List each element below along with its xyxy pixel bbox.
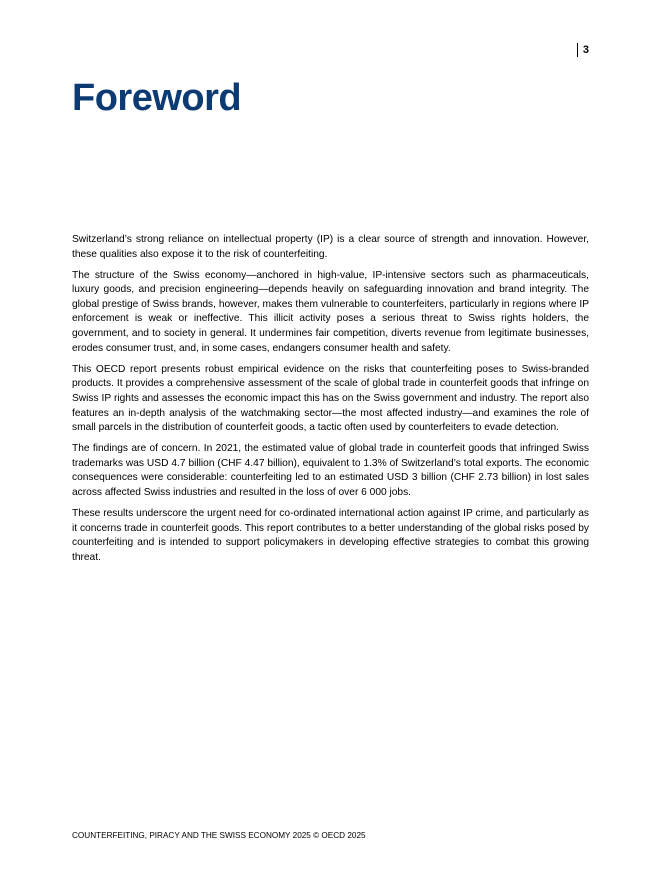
paragraph: The findings are of concern. In 2021, the estimated value of global trade in counterfeit goods that infringed Swiss trademarks was USD 4.7 billion (CHF 4.47 billion), equivalent to 1.3% of Switzerland’s total exports. The economic consequences were considerable: counterfeiting led to an estimated USD 3 billion (CHF 2.73 billion) in lost sales across affected Swiss industries and resulted in the loss of over 6 000 jobs. (72, 443, 589, 498)
body-text (72, 233, 589, 572)
page-title: Foreword (72, 77, 242, 119)
page-footer: COUNTERFEITING, PIRACY AND THE SWISS ECONOMY 2025 © OECD 2025 (72, 831, 366, 840)
paragraph: The structure of the Swiss economy—anchored in high-value, IP-intensive sectors such as pharmaceuticals, luxury goods, and precision engineering—depends heavily on safeguarding innovation and brand integrity. The global prestige of Swiss brands, however, makes them vulnerable to counterfeiters, particularly in regions where IP enforcement is weak or ineffective. This illicit activity poses a serious threat to Swiss rights holders, the government, and to society in general. It undermines fair competition, diverts revenue from legitimate businesses, erodes consumer trust, and, in some cases, endangers consumer health and safety. (72, 269, 589, 354)
paragraph: Switzerland’s strong reliance on intellectual property (IP) is a clear source of strength and innovation. However, these qualities also expose it to the risk of counterfeiting. (72, 234, 589, 260)
paragraph: These results underscore the urgent need for co-ordinated international action against IP crime, and particularly as it concerns trade in counterfeit goods. This report contributes to a better understanding of the global risks posed by counterfeiting and is intended to support policymakers in developing effective strategies to combat this growing threat. (72, 508, 589, 563)
page-number: 3 (577, 43, 589, 57)
paragraph: This OECD report presents robust empirical evidence on the risks that counterfeiting poses to Swiss-branded products. It provides a comprehensive assessment of the scale of global trade in counterfeit goods that infringe on Swiss IP rights and assesses the economic impact this has on the Swiss government and industry. The report also features an in-depth analysis of the watchmaking sector—the most affected industry—and examines the role of small parcels in the distribution of counterfeit goods, a tactic often used by counterfeiters to evade detection. (72, 363, 589, 434)
